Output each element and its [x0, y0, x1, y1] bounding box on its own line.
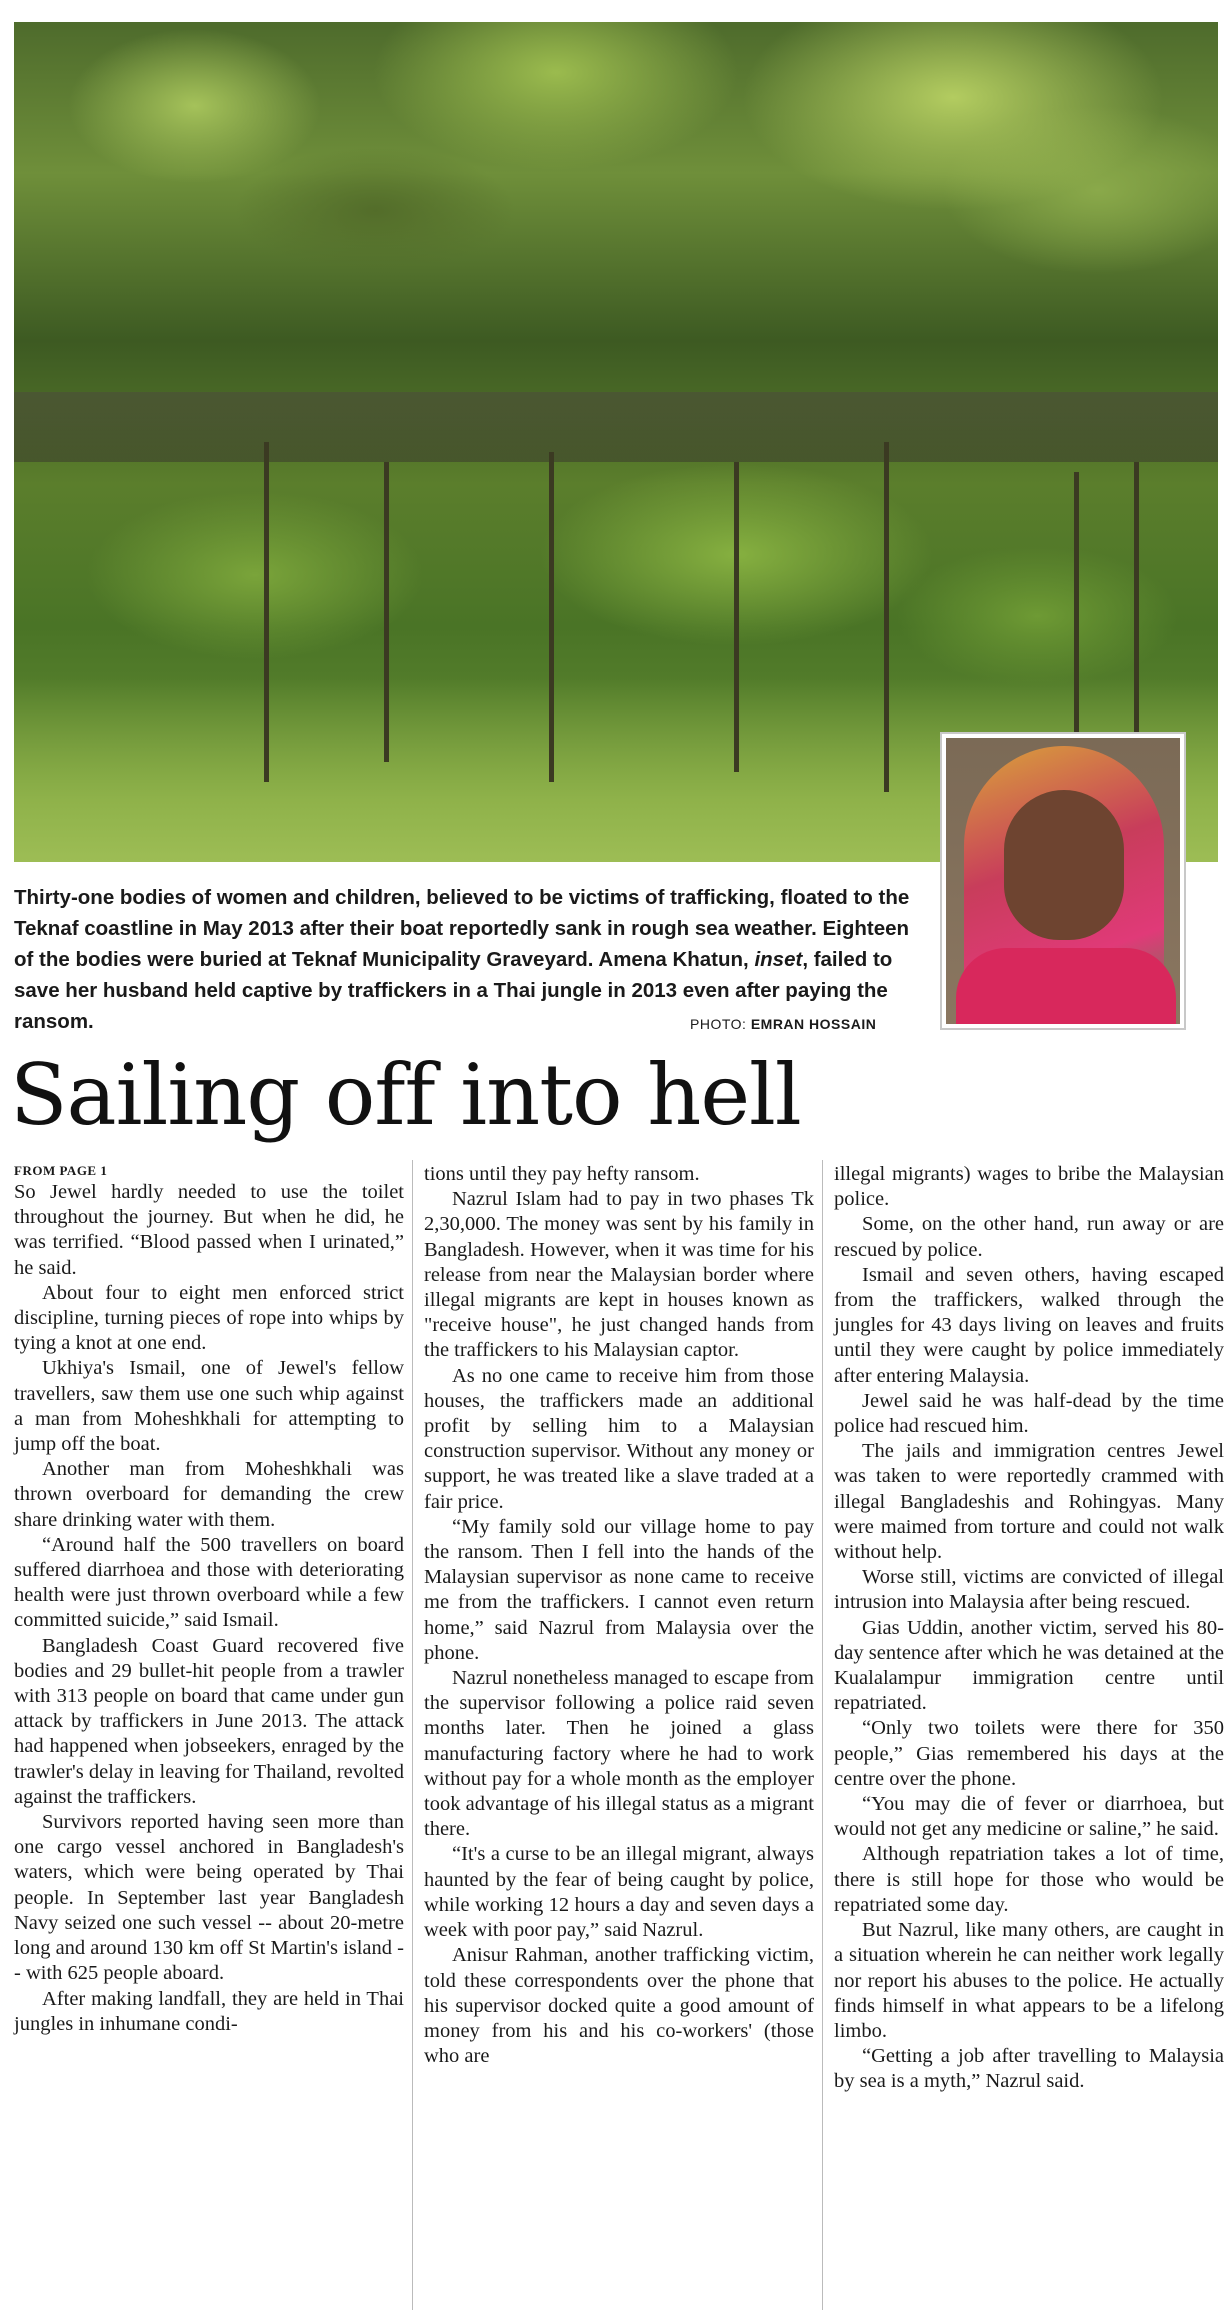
paragraph: “Getting a job after travelling to Malaysia by sea is a myth,” Nazrul said.	[834, 2045, 1224, 2093]
headline: Sailing off into hell	[10, 1046, 801, 1144]
grave-post	[884, 442, 889, 792]
paragraph: “Around half the 500 travellers on board suffered diarrhoea and those with deteriorating health were just thrown overboard while a few committed suicide,” said Ismail.	[14, 1533, 404, 1632]
grave-post	[264, 442, 269, 782]
paragraph: “You may die of fever or diarrhoea, but would not get any medicine or saline,” he said.	[834, 1793, 1224, 1841]
portrait-image	[946, 738, 1180, 1024]
column-rule	[822, 1160, 823, 2310]
paragraph: Bangladesh Coast Guard recovered five bodies and 29 bullet-hit people from a trawler with 313 people on board that came under gun attack by traffickers in June 2013. The attack had happened when jobseekers, enraged by the trawler's delay in leaving for Thailand, revolted against the traffickers.	[14, 1634, 404, 1808]
paragraph: Survivors reported having seen more than one cargo vessel anchored in Bangladesh's waters, which were being operated by Thai people. In September last year Bangladesh Navy seized one such vessel -- about 20-metre long and around 130 km off St Martin's island -- with 625 people aboard.	[14, 1811, 404, 1985]
from-page-label: FROM PAGE 1	[14, 1163, 108, 1178]
paragraph: Nazrul nonetheless managed to escape from the supervisor following a police raid seven months later. Then he joined a glass manufacturing factory where he had to work without pay for a whole month as the employer took advantage of his illegal status as a migrant there.	[424, 1667, 814, 1841]
credit-name: EMRAN HOSSAIN	[750, 1016, 877, 1032]
article-column-1	[14, 1162, 404, 2037]
column-rule	[412, 1160, 413, 2310]
caption-text: Thirty-one bodies of women and children, believed to be victims of trafficking, floated to the Teknaf coastline in May 2013 after their boat reportedly sank in rough sea weather. Eighteen of the bodies were buried at Teknaf Municipality Graveyard. Amena Khatun,	[14, 886, 910, 971]
paragraph: Although repatriation takes a lot of time, there is still hope for those who would be repatriated some day.	[834, 1843, 1224, 1916]
paragraph: “It's a curse to be an illegal migrant, always haunted by the fear of being caught by police, while working 12 hours a day and seven days a week with poor pay,” said Nazrul.	[424, 1843, 814, 1942]
paragraph: illegal migrants) wages to bribe the Malaysian police.	[834, 1163, 1224, 1211]
paragraph: Worse still, victims are convicted of illegal intrusion into Malaysia after being rescued.	[834, 1566, 1224, 1614]
paragraph: Ismail and seven others, having escaped from the traffickers, walked through the jungles for 43 days living on leaves and fruits until they were caught by police immediately after entering Malaysia.	[834, 1263, 1224, 1387]
paragraph: Anisur Rahman, another trafficking victim, told these correspondents over the phone that his supervisor docked quite a good amount of money from his and his co-workers' (those who are	[424, 1944, 814, 2068]
paragraph: Jewel said he was half-dead by the time police had rescued him.	[834, 1389, 1224, 1438]
paragraph: Nazrul Islam had to pay in two phases Tk 2,30,000. The money was sent by his family in Bangladesh. However, when it was time for his release from near the Malaysian border where illegal migrants are kept in houses known as "receive house", he just changed hands from the traffickers to his Malaysian captor.	[424, 1188, 814, 1362]
photo-caption	[14, 882, 914, 1037]
paragraph: After making landfall, they are held in Thai jungles in inhumane condi-	[14, 1987, 404, 2035]
paragraph: Ukhiya's Ismail, one of Jewel's fellow travellers, saw them use one such whip against a man from Moheshkhali for attempting to jump off the boat.	[14, 1357, 404, 1456]
paragraph: Some, on the other hand, run away or are rescued by police.	[834, 1213, 1224, 1261]
inset-portrait	[940, 732, 1186, 1030]
paragraph: About four to eight men enforced strict discipline, turning pieces of rope into whips by tying a knot at one end.	[14, 1281, 404, 1355]
article-column-2	[424, 1162, 814, 2069]
paragraph: Another man from Moheshkhali was thrown overboard for demanding the crew share drinking water with them.	[14, 1458, 404, 1531]
paragraph: tions until they pay hefty ransom.	[424, 1163, 700, 1185]
grave-post	[1074, 472, 1079, 732]
photo-credit	[690, 1016, 876, 1032]
grave-post	[384, 462, 389, 762]
garment	[956, 948, 1176, 1024]
paragraph: But Nazrul, like many others, are caught in a situation wherein he can neither work legally nor report his abuses to the police. He actually finds himself in what appears to be a lifelong limbo.	[834, 1919, 1224, 2042]
paragraph: Gias Uddin, another victim, served his 80-day sentence after which he was detained at the Kualalampur immigration centre until repatriated.	[834, 1616, 1224, 1715]
caption-text-after: , failed to save her husband held captive by traffickers in a Thai jungle in 2013 even after paying the ransom.	[14, 948, 893, 1033]
paragraph: So Jewel hardly needed to use the toilet throughout the journey. But when he did, he was terrified. “Blood passed when I urinated,” he said.	[14, 1181, 404, 1279]
article-column-3	[834, 1162, 1224, 2095]
face	[1004, 790, 1124, 940]
paragraph: “Only two toilets were there for 350 people,” Gias remembered his days at the centre over the phone.	[834, 1717, 1224, 1790]
grave-post	[1134, 462, 1139, 752]
grave-post	[734, 462, 739, 772]
grave-post	[549, 452, 554, 782]
paragraph: The jails and immigration centres Jewel was taken to were reportedly crammed with illegal Bangladeshis and Rohingyas. Many were maimed from torture and could not walk without help.	[834, 1440, 1224, 1564]
paragraph: As no one came to receive him from those houses, the traffickers made an additional profit by selling him to a Malaysian construction supervisor. Without any money or support, he was treated like a slave traded at a fair price.	[424, 1364, 814, 1513]
paragraph: “My family sold our village home to pay the ransom. Then I fell into the hands of the Malaysian supervisor as none came to receive me from the traffickers. I cannot even return home,” said Nazrul from Malaysia over the phone.	[424, 1515, 814, 1664]
credit-label: PHOTO:	[690, 1016, 747, 1032]
tree-canopy	[14, 22, 1218, 442]
caption-inset-word: inset	[754, 948, 803, 971]
